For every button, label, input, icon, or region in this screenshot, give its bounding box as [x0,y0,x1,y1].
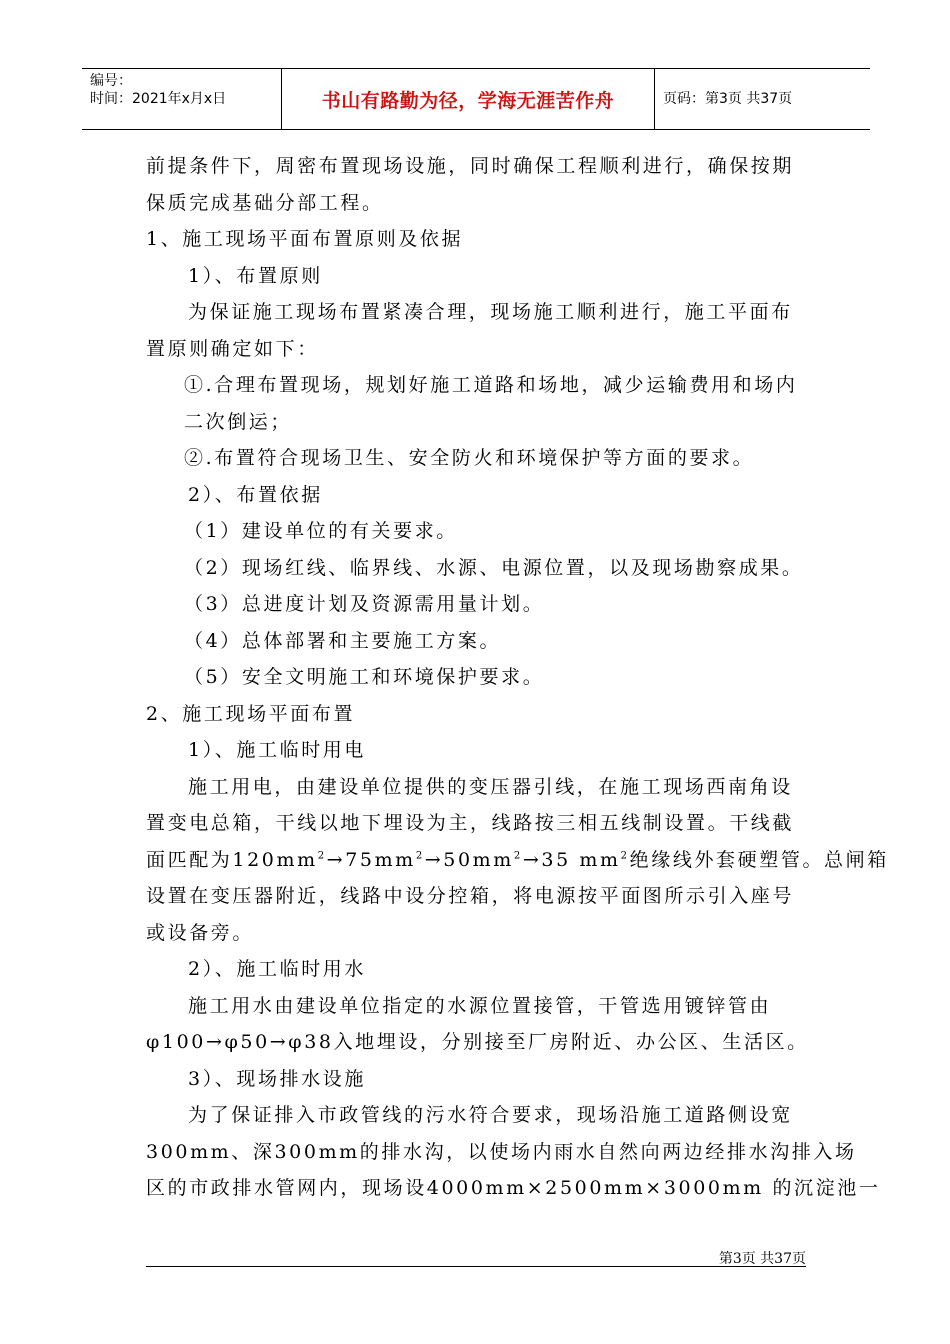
document-date-label: 时间：2021年x月x日 [90,91,227,107]
header-page-cell [655,69,870,129]
document-body [146,148,889,1207]
list-item: ①.合理布置现场，规划好施工道路和场地，减少运输费用和场内 [184,374,798,396]
section-heading: 1、施工现场平面布置原则及依据 [146,228,464,250]
header-meta-cell [82,69,282,129]
subsection-heading: 2）、布置依据 [188,483,323,506]
text-segment: →35 mm [522,848,621,871]
paragraph-line: 区的市政排水管网内，现场设4000mm×2500mm×3000mm 的沉淀池一 [146,1177,881,1199]
header-page-code: 页码：第3页 共37页 [663,91,793,107]
page-header [82,68,870,130]
subsection-heading: 2）、施工临时用水 [188,958,366,980]
header-motto-cell [282,69,655,129]
list-item: （4）总体部署和主要施工方案。 [184,629,502,652]
footer-divider [146,1266,806,1267]
list-item: （3）总进度计划及资源需用量计划。 [184,593,545,615]
list-item: （2）现场红线、临界线、水源、电源位置，以及现场勘察成果。 [184,556,804,579]
list-item-continuation: 二次倒运； [184,410,293,433]
document-number-label: 编号： [90,73,132,89]
paragraph-line: 施工用电，由建设单位提供的变压器引线，在施工现场西南角设 [188,775,793,798]
paragraph-line: 保质完成基础分部工程。 [146,191,384,214]
text-segment: 面匹配为120mm [146,848,318,871]
paragraph-line: 设置在变压器附近，线路中设分控箱，将电源按平面图所示引入座号 [146,885,795,907]
header-motto: 书山有路勤为径，学海无涯苦作舟 [321,89,615,112]
paragraph-line: 前提条件下，周密布置现场设施，同时确保工程顺利进行，确保按期 [146,155,795,177]
subsection-heading: 3）、现场排水设施 [188,1067,366,1090]
paragraph-line-with-units [146,842,889,879]
paragraph-line: 施工用水由建设单位指定的水源位置接管，干管选用镀锌管由 [188,994,772,1017]
list-item: （1）建设单位的有关要求。 [184,520,458,542]
paragraph-line: φ100→φ50→φ38入地埋设，分别接至厂房附近、办公区、生活区。 [146,1031,809,1053]
section-heading: 2、施工现场平面布置 [146,702,356,725]
subsection-heading: 1）、施工临时用电 [188,739,366,761]
paragraph-line: 为保证施工现场布置紧凑合理，现场施工顺利进行，施工平面布 [188,301,793,323]
superscript: 2 [317,850,327,862]
paragraph-line: 为了保证排入市政管线的污水符合要求，现场沿施工道路侧设宽 [188,1104,793,1126]
paragraph-line: 300mm、深300mm的排水沟，以使场内雨水自然向两边经排水沟排入场 [146,1140,857,1163]
paragraph-line: 或设备旁。 [146,921,255,944]
paragraph-line: 置变电总箱，干线以地下埋设为主，线路按三相五线制设置。干线截 [146,812,795,834]
footer-page-number: 第3页 共37页 [718,1251,806,1267]
subsection-heading: 1）、布置原则 [188,264,323,287]
superscript: 2 [513,850,523,862]
paragraph-line: 置原则确定如下： [146,337,319,360]
superscript: 2 [415,850,425,862]
list-item: ②.布置符合现场卫生、安全防火和环境保护等方面的要求。 [184,447,755,469]
list-item: （5）安全文明施工和环境保护要求。 [184,666,545,688]
text-segment: →75mm [326,848,416,871]
superscript: 2 [620,850,630,862]
text-segment: 绝缘线外套硬塑管。总闸箱 [629,848,889,871]
text-segment: →50mm [424,848,514,871]
